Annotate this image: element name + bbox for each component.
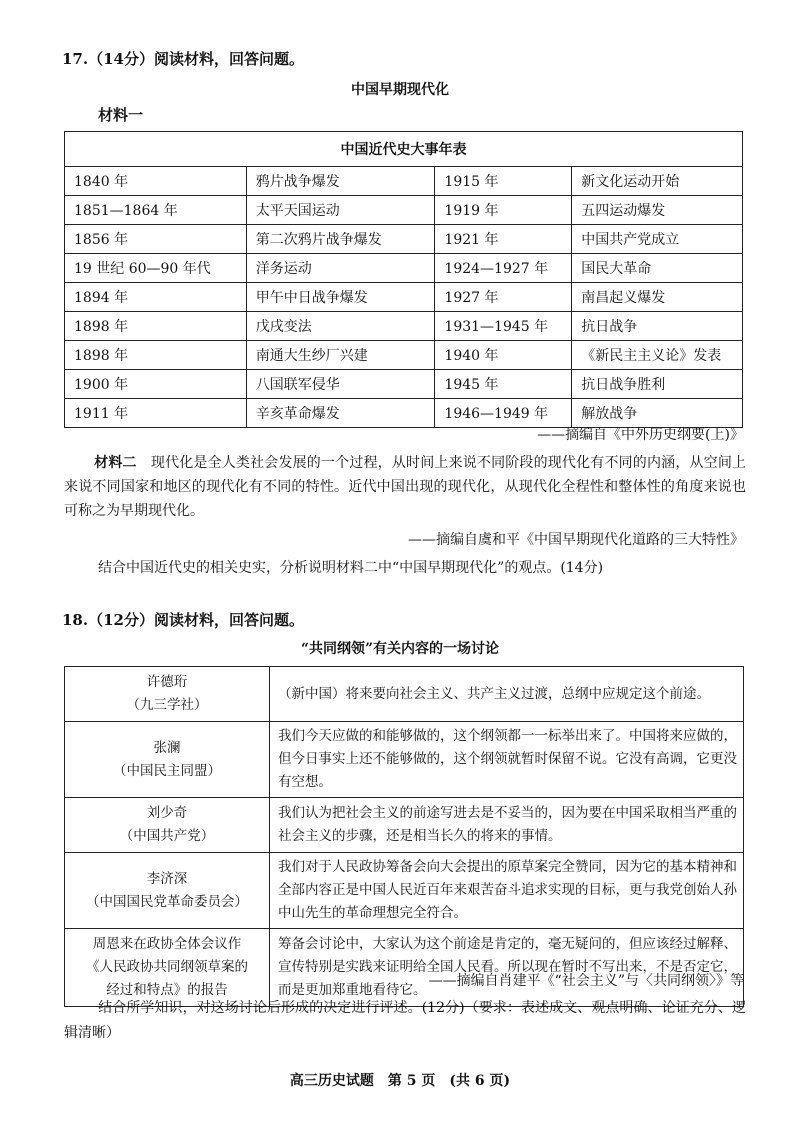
- event-cell: 五四运动爆发: [572, 196, 743, 225]
- material1-label: 材料一: [98, 106, 144, 124]
- q18-header: 18.（12分）阅读材料，回答问题。: [62, 611, 304, 629]
- event-cell: 南通大生纱厂兴建: [246, 341, 435, 370]
- speaker-cell: [65, 798, 270, 853]
- event-cell: 抗日战争: [572, 312, 743, 341]
- statement-cell: 我们今天应做的和能够做的，这个纲领都一一标举出来了。中国将来应做的，但今日事实上还不能够做的，这个纲领就暂时保留不说。它没有高调，它更没有空想。: [270, 722, 744, 798]
- table-title: 中国近代史大事年表: [65, 132, 743, 167]
- speaker-cell: [65, 722, 270, 798]
- speaker-line: （中国共产党）: [119, 828, 215, 844]
- statement-cell: 我们对于人民政协筹备会向大会提出的原草案完全赞同，因为它的基本精神和全部内容正是中国人民近百年来艰苦奋斗追求实现的目标，更与我党创始人孙中山先生的革命理想完全符合。: [270, 853, 744, 929]
- q18-title: “共同纲领”有关内容的一场讨论: [300, 641, 500, 657]
- year-cell: 1898 年: [65, 312, 247, 341]
- speaker-line: （中国民主同盟）: [113, 762, 221, 779]
- speaker-cell: [65, 667, 270, 722]
- table-title-row: [65, 132, 743, 167]
- year-cell: 1840 年: [65, 167, 247, 196]
- q17-header: 17.（14分）阅读材料，回答问题。: [62, 50, 304, 68]
- event-cell: 抗日战争胜利: [572, 370, 743, 399]
- event-cell: 中国共产党成立: [572, 225, 743, 254]
- q17-title: 中国早期现代化: [351, 82, 449, 98]
- material2-paragraph: [64, 451, 746, 523]
- year-cell: 1898 年: [65, 341, 247, 370]
- year-cell: 1946—1949 年: [435, 399, 572, 428]
- discussion-row: [65, 929, 744, 1007]
- year-cell: 1915 年: [435, 167, 572, 196]
- speaker-cell: [65, 853, 270, 929]
- year-cell: 1900 年: [65, 370, 247, 399]
- material2-label: 材料二: [94, 455, 137, 471]
- event-cell: 《新民主主义论》发表: [572, 341, 743, 370]
- event-cell: 八国联军侵华: [246, 370, 435, 399]
- speaker-line: 周恩来在政协全体会议作: [92, 936, 242, 952]
- q17-question: 结合中国近代史的相关史实，分析说明材料二中“中国早期现代化”的观点。(14分): [98, 560, 604, 576]
- table-row: [65, 254, 743, 283]
- table-row: [65, 370, 743, 399]
- event-cell: 戊戌变法: [246, 312, 435, 341]
- material2-text: 现代化是全人类社会发展的一个过程，从时间上来说不同阶段的现代化有不同的内涵，从空间上来说不同国家和地区的现代化有不同的特性。近代中国出现的现代化，从现代化全程性和整体性的角度来说也可称之为早期现代化。: [64, 455, 747, 519]
- page-footer: 高三历史试题 第 5 页 (共 6 页): [289, 1073, 511, 1089]
- source-2: ——摘编自虞和平《中国早期现代化道路的三大特性》: [408, 532, 744, 548]
- year-cell: 1931—1945 年: [435, 312, 572, 341]
- speaker-line: 李济深: [146, 870, 188, 887]
- event-cell: 解放战争: [572, 399, 743, 428]
- event-cell: 鸦片战争爆发: [246, 167, 435, 196]
- chronology-table: [64, 131, 743, 428]
- event-cell: 南昌起义爆发: [572, 283, 743, 312]
- year-cell: 1927 年: [435, 283, 572, 312]
- event-cell: 第二次鸦片战争爆发: [246, 225, 435, 254]
- table-row: [65, 225, 743, 254]
- year-cell: 1921 年: [435, 225, 572, 254]
- source-1: ——摘编自《中外历史纲要(上)》: [537, 427, 744, 443]
- discussion-row: [65, 798, 744, 853]
- year-cell: 1919 年: [435, 196, 572, 225]
- discussion-row: [65, 853, 744, 929]
- event-cell: 太平天国运动: [246, 196, 435, 225]
- speaker-line: （中国国民党革命委员会）: [86, 893, 248, 910]
- year-cell: 1851—1864 年: [65, 196, 247, 225]
- year-cell: 19 世纪 60—90 年代: [65, 254, 247, 283]
- speaker-cell: [65, 929, 270, 1007]
- event-cell: 甲午中日战争爆发: [246, 283, 435, 312]
- statement-cell: （新中国）将来要向社会主义、共产主义过渡，总纲中应规定这个前途。: [270, 667, 744, 722]
- q18-question-text: 结合所学知识，对这场讨论后形成的决定进行评述。(12分)（要求：表述成文、观点明确、论证充分、逻辑清晰）: [64, 1000, 746, 1041]
- q18-question: [64, 996, 746, 1046]
- event-cell: 辛亥革命爆发: [246, 399, 435, 428]
- year-cell: 1894 年: [65, 283, 247, 312]
- discussion-row: [65, 722, 744, 798]
- discussion-row: [65, 667, 744, 722]
- table-row: [65, 167, 743, 196]
- speaker-line: 张澜: [153, 739, 181, 756]
- speaker-line: （九三学社）: [126, 697, 208, 713]
- year-cell: 1940 年: [435, 341, 572, 370]
- discussion-table: [64, 666, 744, 1007]
- table-row: [65, 341, 743, 370]
- table-row: [65, 196, 743, 225]
- year-cell: 1945 年: [435, 370, 572, 399]
- discussion-body: [65, 667, 744, 1007]
- table-row: [65, 312, 743, 341]
- statement-cell: 我们认为把社会主义的前途写进去是不妥当的，因为要在中国采取相当严重的社会主义的步骤，还是相当长久的将来的事情。: [270, 798, 744, 853]
- speaker-line: 《人民政协共同纲领草案的: [86, 959, 248, 975]
- event-cell: 新文化运动开始: [572, 167, 743, 196]
- statement-cell: 筹备会讨论中，大家认为这个前途是肯定的，毫无疑问的，但应该经过解释、宣传特别是实践来证明给全国人民看。所以现在暂时不写出来，不是否定它，而是更加郑重地看待它。: [270, 929, 744, 1007]
- speaker-line: 刘少奇: [146, 805, 188, 821]
- event-cell: 洋务运动: [246, 254, 435, 283]
- year-cell: 1924—1927 年: [435, 254, 572, 283]
- speaker-line: 经过和特点》的报告: [106, 982, 228, 998]
- source-3: ——摘编自肖建平《“社会主义”与〈共同纲领〉》等: [428, 973, 744, 989]
- speaker-line: 许德珩: [146, 674, 188, 690]
- event-cell: 国民大革命: [572, 254, 743, 283]
- year-cell: 1856 年: [65, 225, 247, 254]
- table-row: [65, 283, 743, 312]
- year-cell: 1911 年: [65, 399, 247, 428]
- table-body: [65, 167, 743, 428]
